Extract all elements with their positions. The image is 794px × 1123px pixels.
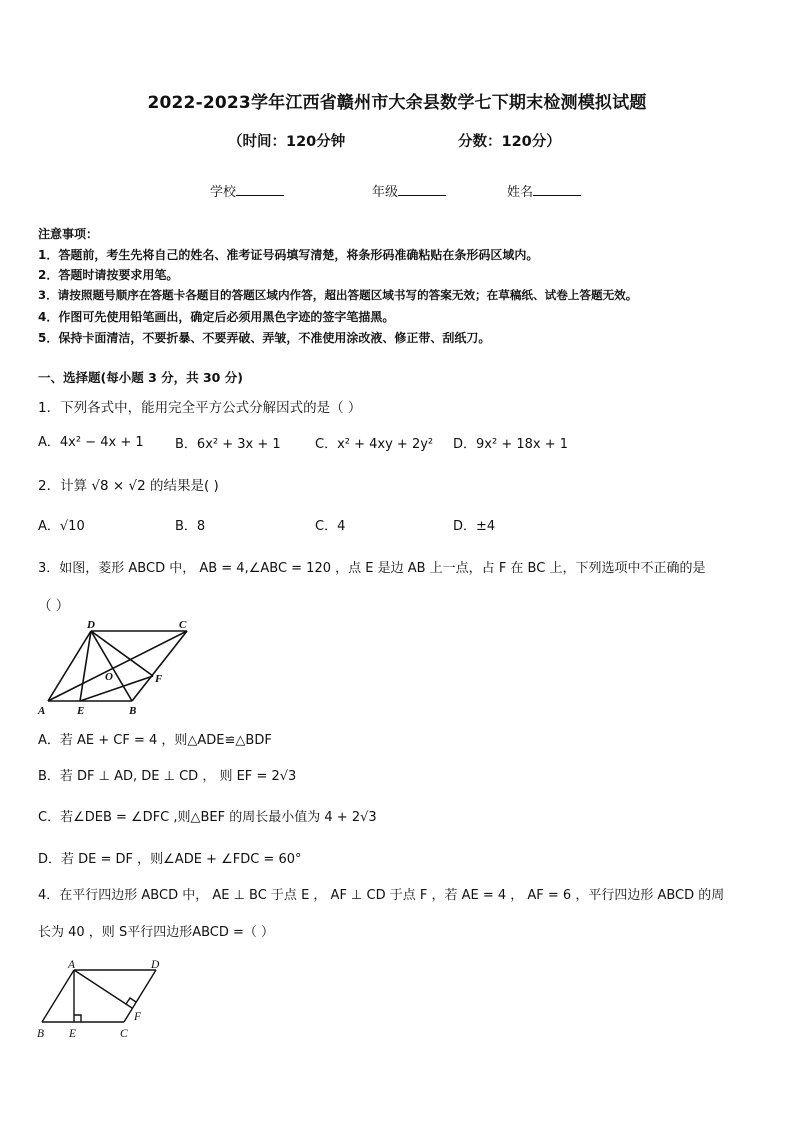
label-c: C xyxy=(120,1028,128,1040)
q3-option-d[interactable]: D．若 DE = DF ，则∠ADE + ∠FDC = 60° xyxy=(38,852,302,867)
label-f: F xyxy=(134,1011,142,1023)
segment-de xyxy=(80,631,91,701)
q1-option-b[interactable]: B．6x² + 3x + 1 xyxy=(175,437,281,452)
label-e: E xyxy=(69,1028,77,1040)
q2-option-a[interactable]: A．√10 xyxy=(38,519,85,534)
notice-item: 5．保持卡面清洁，不要折暴、不要弄破、弄皱，不准使用涂改液、修正带、刮纸刀。 xyxy=(38,331,491,345)
label-a: A xyxy=(38,705,46,717)
notice-heading: 注意事项： xyxy=(38,227,99,241)
right-angle-e xyxy=(74,1015,81,1022)
q1-option-c[interactable]: C．x² + 4xy + 2y² xyxy=(315,437,434,452)
q1-option-d[interactable]: D．9x² + 18x + 1 xyxy=(453,437,569,452)
notice-item: 4．作图可先使用铅笔画出，确定后必须用黑色字迹的签字笔描黑。 xyxy=(38,310,395,324)
notice-item: 2．答题时请按要求用笔。 xyxy=(38,268,179,282)
page-title: 2022-2023学年江西省赣州市大余县数学七下期末检测模拟试题 xyxy=(147,93,647,113)
section-heading: 一、选择题(每小题 3 分，共 30 分) xyxy=(38,370,243,385)
question-4-stem: 4．在平行四边形 ABCD 中， AE ⊥ BC 于点 E ， AF ⊥ CD 于点 F ，若 AE = 4 ， AF = 6 ，平行四边形 ABCD 的周 xyxy=(38,888,725,903)
q2-option-c[interactable]: C．4 xyxy=(315,519,346,534)
question-1-stem: 1．下列各式中，能用完全平方公式分解因式的是（ ） xyxy=(38,400,362,416)
rhombus-figure xyxy=(36,618,196,720)
q3-option-b[interactable]: B．若 DF ⊥ AD, DE ⊥ CD ， 则 EF = 2√3 xyxy=(38,769,297,784)
exam-time: （时间：120分钟 xyxy=(228,134,346,150)
name-blank[interactable] xyxy=(533,183,581,196)
label-f: F xyxy=(155,673,163,685)
notice-item: 1．答题前，考生先将自己的姓名、准考证号码填写清楚，将条形码准确粘贴在条形码区域内。 xyxy=(38,248,539,262)
question-3-stem: 3．如图，菱形 ABCD 中， AB = 4,∠ABC = 120 ，点 E 是边 AB 上一点，占 F 在 BC 上，下列选项中不正确的是 xyxy=(38,561,706,576)
grade-blank[interactable] xyxy=(398,183,446,196)
label-d: D xyxy=(151,959,160,971)
side-ab xyxy=(42,970,74,1022)
label-e: E xyxy=(77,705,85,717)
question-2-stem: 2．计算 √8 × √2 的结果是( ) xyxy=(38,478,219,494)
notice-item: 3．请按照题号顺序在答题卡各题目的答题区域内作答，超出答题区域书写的答案无效；在草稿纸、试卷上答题无效。 xyxy=(38,288,638,302)
label-c: C xyxy=(179,619,187,631)
school-label: 学校 xyxy=(210,185,237,200)
grade-label: 年级 xyxy=(372,185,399,200)
name-field[interactable] xyxy=(507,181,581,200)
q1-option-a[interactable]: A．4x² − 4x + 1 xyxy=(38,435,144,450)
q2-option-b[interactable]: B．8 xyxy=(175,519,206,534)
q3-option-c[interactable]: C．若∠DEB = ∠DFC ,则△BEF 的周长最小值为 4 + 2√3 xyxy=(38,810,377,825)
school-field[interactable] xyxy=(210,181,284,200)
school-blank[interactable] xyxy=(236,183,284,196)
label-b: B xyxy=(37,1028,45,1040)
name-label: 姓名 xyxy=(507,185,534,200)
parallelogram-figure xyxy=(34,958,168,1042)
altitude-af xyxy=(74,970,132,1008)
right-angle-f xyxy=(126,998,136,1004)
q2-option-d[interactable]: D．±4 xyxy=(453,519,496,534)
question-4-stem-cont: 长为 40 ，则 S平行四边形ABCD =（ ） xyxy=(38,925,275,940)
q3-option-a[interactable]: A．若 AE + CF = 4 ，则△ADE≌△BDF xyxy=(38,733,272,748)
grade-field[interactable] xyxy=(372,181,446,200)
label-a: A xyxy=(68,959,76,971)
question-3-paren: （ ） xyxy=(38,598,70,614)
label-o: O xyxy=(105,671,113,683)
label-d: D xyxy=(87,619,95,631)
exam-score: 分数：120分） xyxy=(458,134,561,150)
label-b: B xyxy=(129,705,137,717)
